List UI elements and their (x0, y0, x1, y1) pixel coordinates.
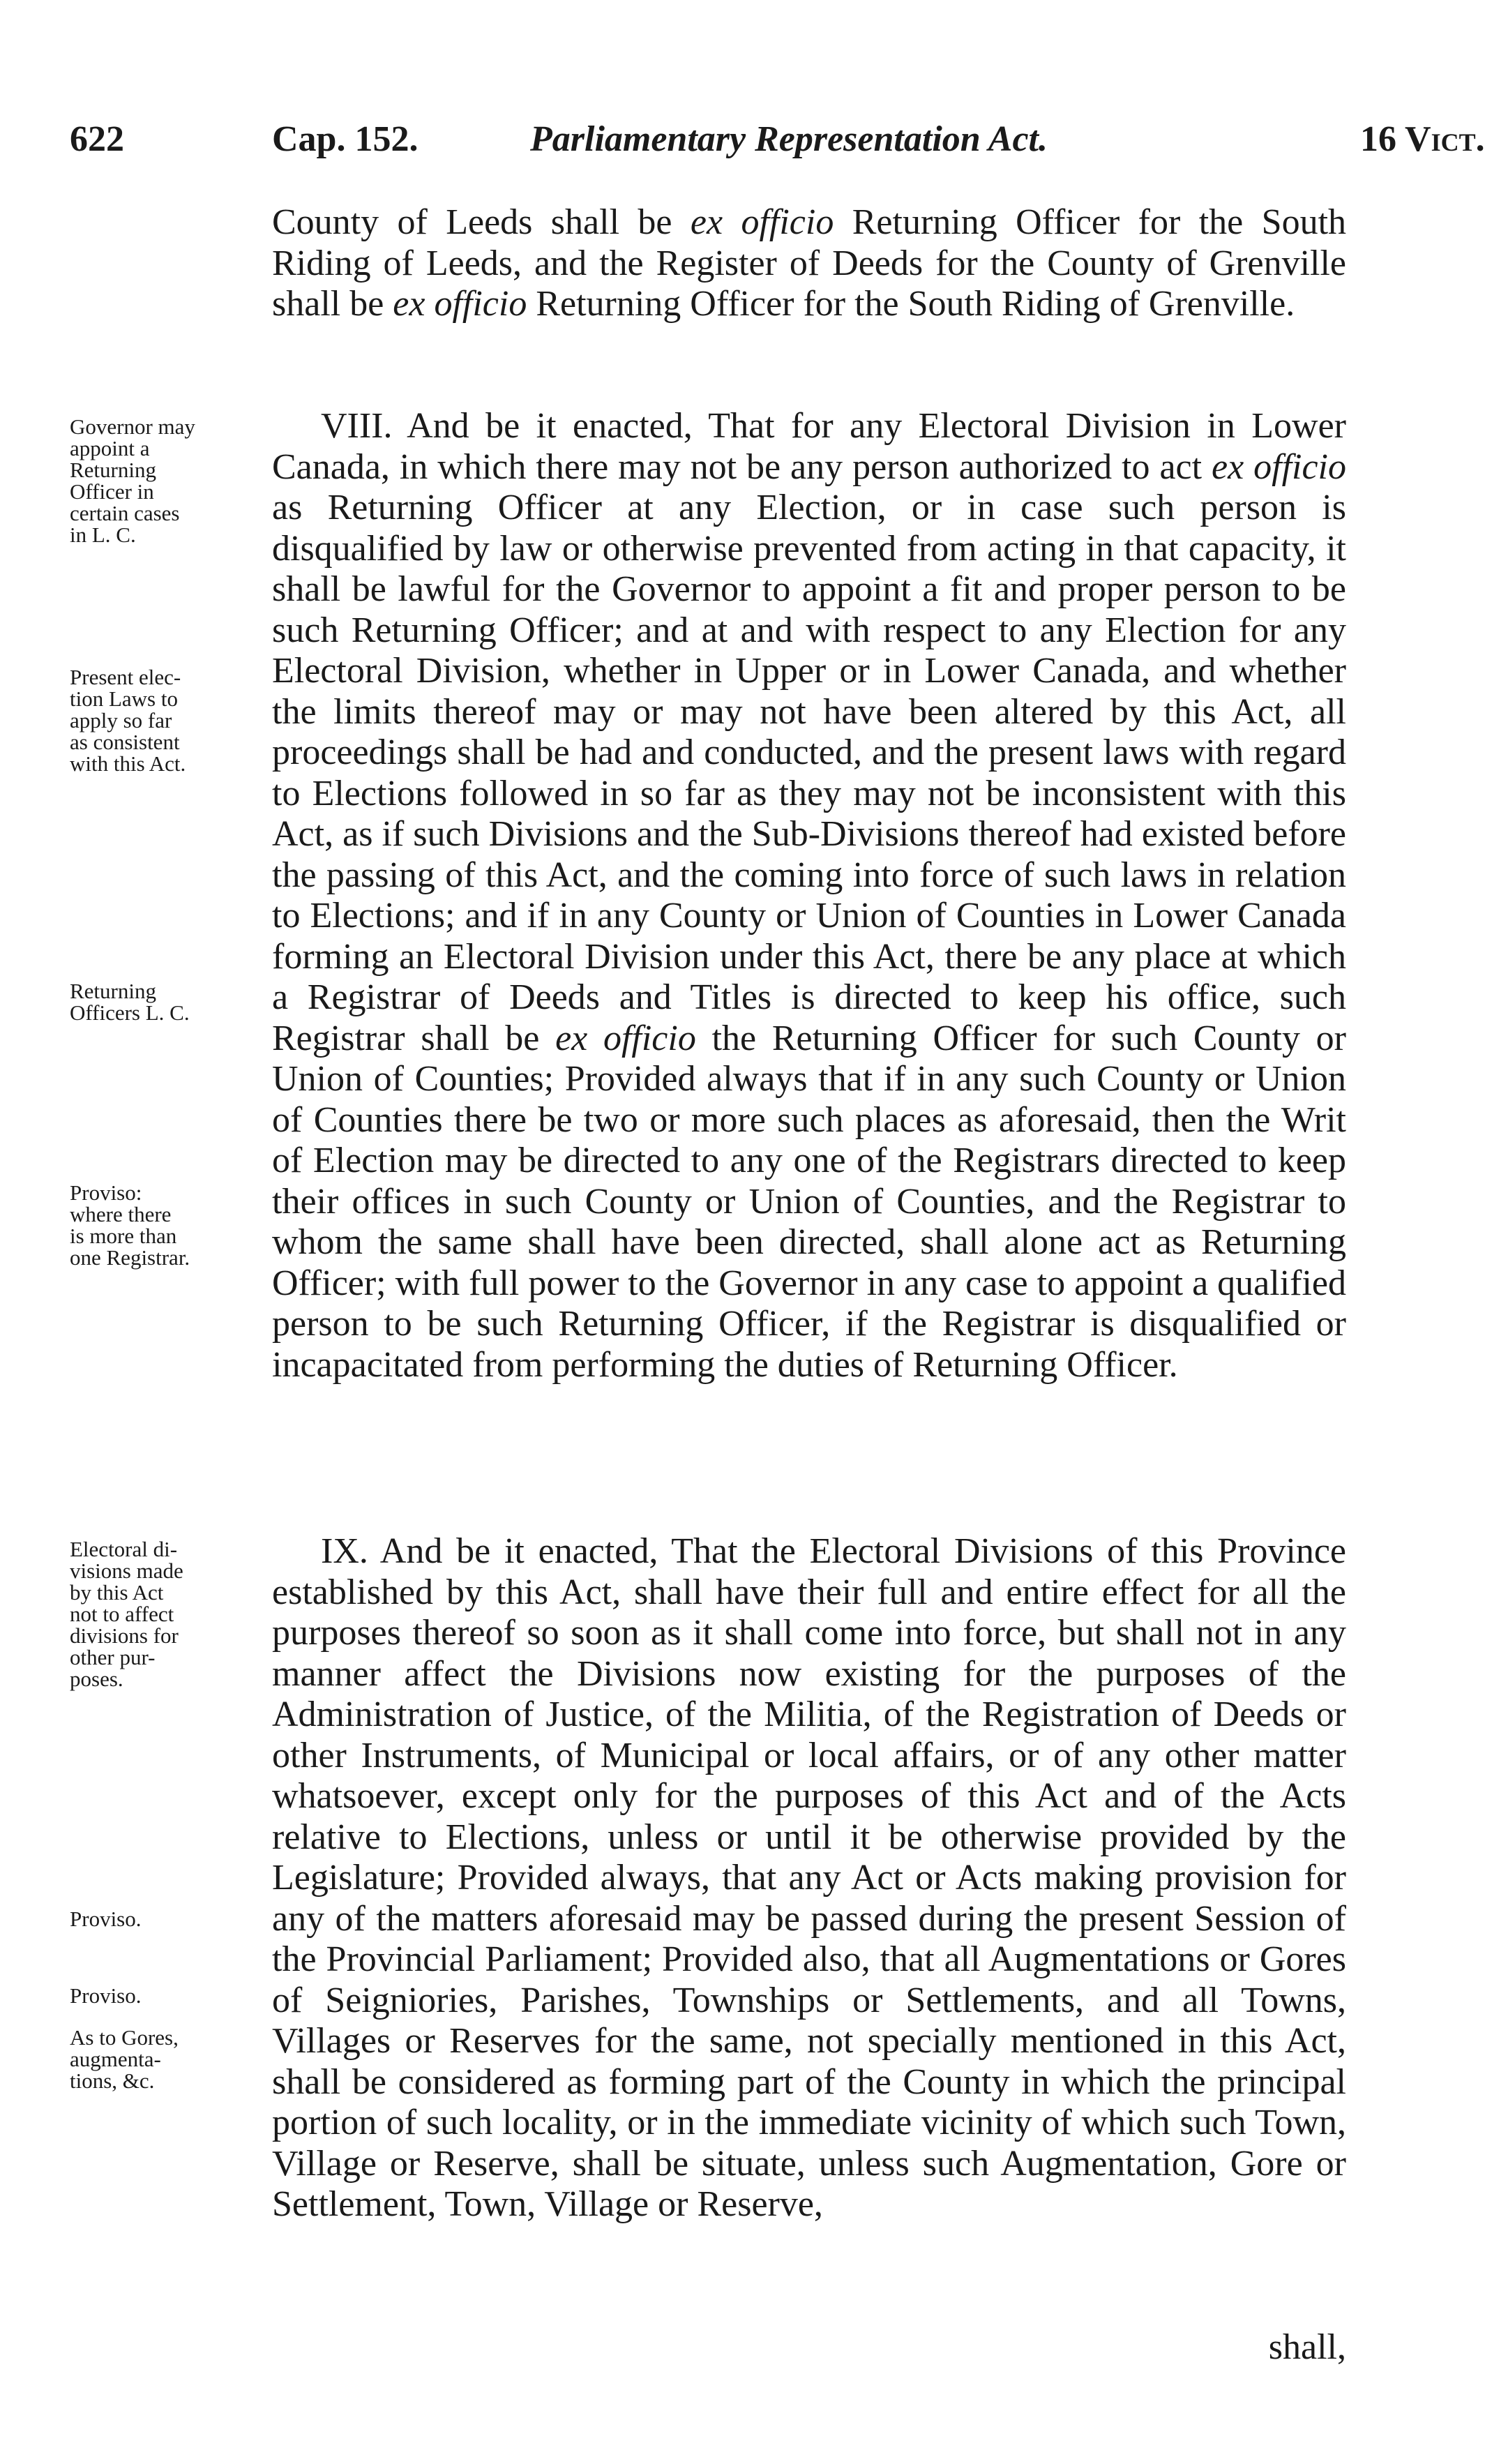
chapter-number: Cap. 152. (272, 119, 419, 159)
margin-note-electoral-divisions: Electoral di- visions made by this Act not to affect divisions for other pur- poses. (70, 1537, 183, 1691)
running-header: 622 Cap. 152. Parliamentary Representation Act. 16 Vict. (70, 119, 1485, 159)
margin-note-proviso-1: Proviso. (70, 1907, 142, 1931)
running-title: Parliamentary Representation Act. (530, 119, 1048, 159)
section-viii: VIII. And be it enacted, That for any Electoral Division in Lower Canada, in which there may not be any person authorized to act ex officio as Returning Officer at any Election, or in case such person is disqualified by law or otherwise prevented from acting in that capacity, it shall be lawful for the Governor to appoint a fit and proper person to be such Returning Officer; and at and with respect to any Election for any Electoral Division, whether in Upper or in Lower Canada, and whether the limits thereof may or may not have been altered by this Act, all proceedings shall be had and conducted, and the present laws with regard to Elections followed in so far as they may not be inconsistent with this Act, as if such Divisions and the Sub-Divisions thereof had existed before the passing of this Act, and the coming into force of such laws in relation to Elections; and if in any County or Union of Counties in Lower Canada forming an Electoral Division under this Act, there be any place at which a Registrar of Deeds and Titles is directed to keep his office, such Registrar shall be ex officio the Returning Officer for such County or Union of Counties; Provided always that if in any such County or Union of Counties there be two or more such places as aforesaid, then the Writ of Election may be directed to any one of the Registrars directed to keep their offices in such County or Union of Counties, and the Registrar to whom the same shall have been directed, shall alone act as Returning Officer; with full power to the Governor in any case to appoint a qualified person to be such Returning Officer, if the Registrar is disqualified or incapacitated from performing the duties of Returning Officer. (272, 406, 1346, 1385)
section-ix: IX. And be it enacted, That the Electoral Divisions of this Province established by this Act, shall have their full and entire effect for all the purposes thereof so soon as it shall come into force, but shall not in any manner affect the Divisions now existing for the purposes of the Administration of Justice, of the Militia, of the Registration of Deeds or other Instruments, of Municipal or local affairs, or of any other matter whatsoever, except only for the purposes of this Act and of the Acts relative to Elections, unless or until it be otherwise provided by the Legislature; Provided always, that any Act or Acts making provision for any of the matters aforesaid may be passed during the present Session of the Provincial Parliament; Provided also, that all Augmentations or Gores of Seigniories, Parishes, Townships or Settlements, and all Towns, Villages or Reserves for the same, not specially mentioned in this Act, shall be considered as forming part of the County in which the principal portion of such locality, or in the immediate vicinity of which such Town, Village or Reserve, shall be situate, unless such Augmentation, Gore or Settlement, Town, Village or Reserve, (272, 1531, 1346, 2224)
margin-note-election-laws: Present elec- tion Laws to apply so far as consistent with this Act. (70, 665, 186, 776)
intro-paragraph: County of Leeds shall be ex officio Returning Officer for the South Riding of Leeds, and the Register of Deeds for the County of Grenville shall be ex officio Returning Officer for the South Riding of Grenville. (272, 202, 1347, 324)
catchword: shall, (1268, 2327, 1346, 2367)
page-number: 622 (70, 119, 124, 159)
margin-note-proviso-registrar: Proviso: where there is more than one Registrar. (70, 1180, 190, 1270)
margin-note-gores: As to Gores, augmenta- tions, &c. (70, 2025, 179, 2093)
margin-note-proviso-2: Proviso. (70, 1983, 142, 2008)
margin-note-returning-officers: Returning Officers L. C. (70, 979, 190, 1025)
margin-note-governor-appoint: Governor may appoint a Returning Officer in certain cases in L. C. (70, 414, 195, 547)
